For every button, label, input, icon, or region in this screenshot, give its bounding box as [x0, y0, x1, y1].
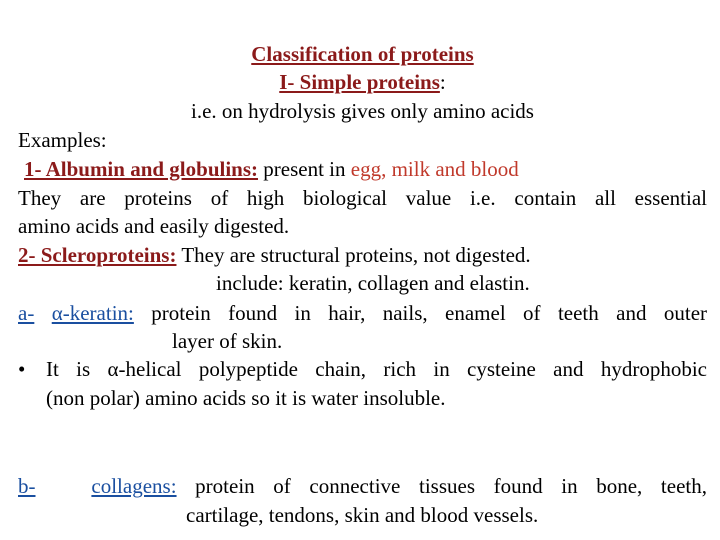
definition-text: i.e. on hydrolysis gives only amino acids: [191, 99, 534, 123]
bullet-text1: It is α-helical polypeptide chain, rich in cysteine and hydrophobic: [46, 357, 707, 381]
subtitle-colon: :: [439, 70, 446, 94]
examples-line: [18, 126, 707, 154]
item-b-text2: cartilage, tendons, skin and blood vessels.: [186, 503, 539, 527]
item2-text: They are structural proteins, not digested.: [176, 243, 531, 267]
item-a-line2: [172, 327, 707, 355]
item1-text: present in: [258, 157, 351, 181]
item2-label: 2- Scleroproteins:: [18, 243, 177, 267]
item2-include-line: [216, 269, 707, 297]
bullet-line2: [46, 384, 707, 412]
bullet-line1: [46, 355, 707, 383]
item-b-line1: [18, 472, 707, 500]
item1-label: 1- Albumin and globulins:: [24, 157, 259, 181]
item-a-line1: [18, 299, 707, 327]
title-line: [18, 40, 707, 68]
item2-include: include: keratin, collagen and elastin.: [216, 271, 530, 295]
item-a-label: α-keratin:: [51, 301, 134, 325]
item-b-prefix: b-: [18, 474, 36, 498]
item1-highlight: egg, milk and blood: [350, 157, 519, 181]
section-heading: I- Simple proteins: [279, 70, 440, 94]
item1-desc2: amino acids and easily digested.: [18, 214, 290, 238]
item1-desc1: They are proteins of high biological value i.e. contain all essential: [18, 186, 707, 210]
item1-desc-line1: [18, 184, 707, 212]
subtitle-line: [18, 68, 707, 96]
bullet-text2: (non polar) amino acids so it is water insoluble.: [46, 386, 446, 410]
bullet-icon: •: [18, 357, 26, 381]
item-a-text1: protein found in hair, nails, enamel of teeth and outer: [133, 301, 708, 325]
item-a-prefix: a-: [18, 301, 35, 325]
item-b-text1: protein of connective tissues found in bone, teeth,: [176, 474, 707, 498]
examples-label: Examples:: [18, 128, 107, 152]
item-b-label: collagens:: [91, 474, 177, 498]
item-a-text2: layer of skin.: [172, 329, 283, 353]
definition-line: [18, 97, 707, 125]
item1-desc-line2: [18, 212, 707, 240]
page-title: Classification of proteins: [251, 42, 474, 66]
item-b-line2: [186, 501, 707, 529]
item1-line: [24, 155, 713, 183]
item2-line: [18, 241, 707, 269]
